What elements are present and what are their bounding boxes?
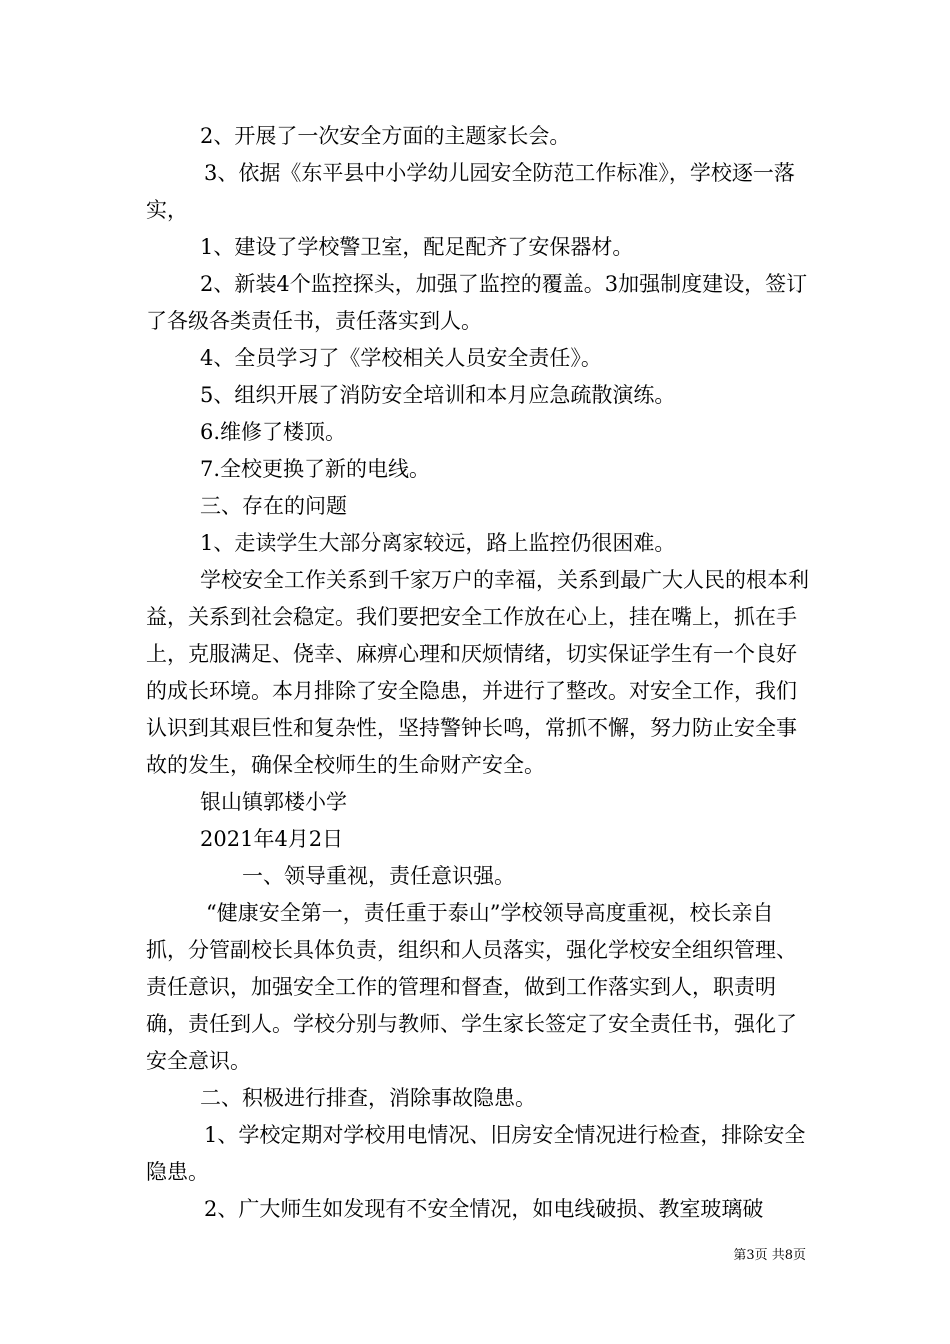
paragraph-item-4-study: 4、全员学习了《学校相关人员安全责任》。 [200, 346, 602, 370]
section-heading-inspection: 二、积极进行排查，消除事故隐患。 [200, 1086, 536, 1110]
signature-date: 2021年4月2日 [200, 827, 344, 851]
signature-school-name: 银山镇郭楼小学 [200, 790, 347, 814]
paragraph-inspection-2: 2、广大师生如发现有不安全情况，如电线破损、教室玻璃破 [204, 1197, 764, 1221]
section-heading-leadership: 一、领导重视，责任意识强。 [242, 864, 515, 888]
paragraph-item-6-roof: 6.维修了楼顶。 [200, 420, 347, 444]
paragraph-summary: 学校安全工作关系到千家万户的幸福，关系到最广大人民的根本利益，关系到社会稳定。我们要把安全工作放在心上，挂在嘴上，抓在手上，克服满足、侥幸、麻痹心理和厌烦情绪，切实保证学生有一个良好的成长环境。本月排除了安全隐患，并进行了整改。对安全工作，我们认识到其艰巨性和复杂性，坚持警钟长鸣，常抓不懈，努力防止安全事故的发生，确保全校师生的生命财产安全。 [146, 568, 809, 777]
paragraph-item-2-parent-meeting: 2、开展了一次安全方面的主题家长会。 [200, 124, 571, 148]
paragraph-item-7-wires: 7.全校更换了新的电线。 [200, 457, 431, 481]
paragraph-inspection-1: 1、学校定期对学校用电情况、旧房安全情况进行检查，排除安全隐患。 [146, 1123, 806, 1184]
page-number-footer: 第3页 共8页 [733, 1248, 806, 1263]
paragraph-item-3-standard: 3、依据《东平县中小学幼儿园安全防范工作标准》，学校逐一落实， [146, 161, 795, 222]
paragraph-leadership: “健康安全第一，责任重于泰山”学校领导高度重视，校长亲自抓，分管副校长具体负责，组织和人员落实，强化学校安全组织管理、责任意识，加强安全工作的管理和督查，做到工作落实到人，职责明确，责任到人。学校分别与教师、学生家长签定了安全责任书，强化了安全意识。 [146, 901, 797, 1073]
section-heading-problems: 三、存在的问题 [200, 494, 347, 518]
paragraph-item-2-cameras: 2、新装4个监控探头，加强了监控的覆盖。3加强制度建设，签订了各级各类责任书，责任落实到人。 [146, 272, 808, 333]
paragraph-item-1-guard-room: 1、建设了学校警卫室，配足配齐了安保器材。 [200, 235, 634, 259]
paragraph-problem-1: 1、走读学生大部分离家较远，路上监控仍很困难。 [200, 531, 676, 555]
paragraph-item-5-drill: 5、组织开展了消防安全培训和本月应急疏散演练。 [200, 383, 676, 407]
